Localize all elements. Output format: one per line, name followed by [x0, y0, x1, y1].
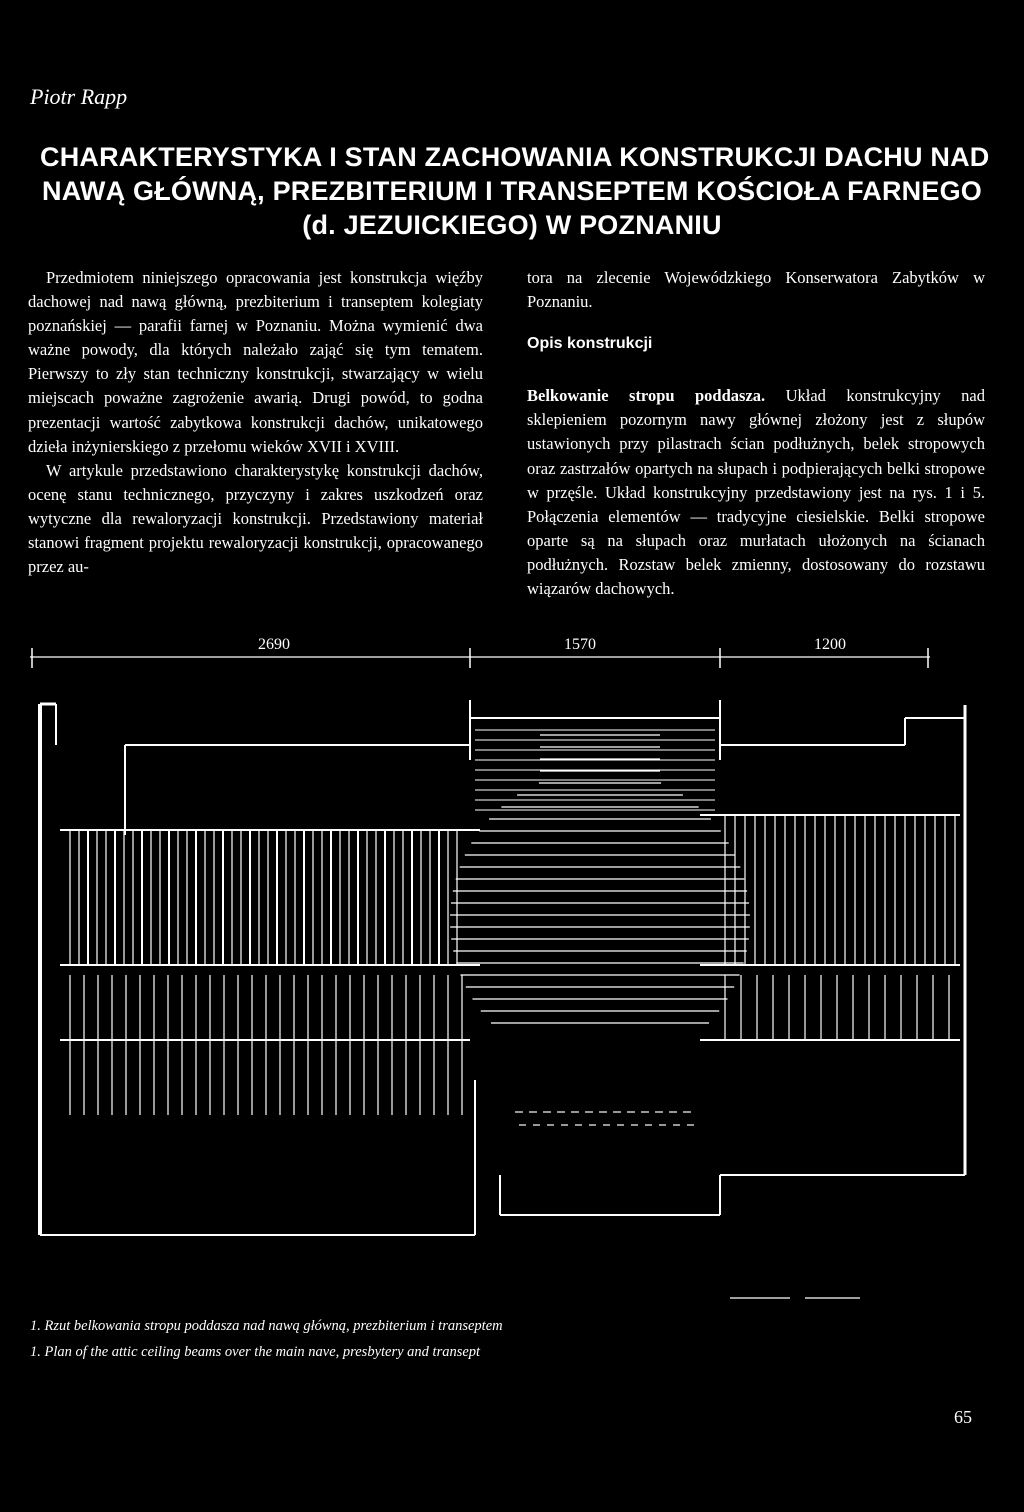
- caption-pl-text: Rzut belkowania stropu poddasza nad nawą główną, prezbiterium i transeptem: [44, 1318, 503, 1334]
- section-heading: Opis konstrukcji: [527, 335, 653, 353]
- paragraph-body: Układ konstrukcyjny nad sklepieniem pozornym nawy głównej złożony jest z słupów ustawionych przy pilastrach ścian podłużnych, belek stropowych oraz zastrzałów opartych na słupach i podpierających belki stropowe w przęśle. Układ konstrukcyjny przedstawiony jest na rys. 1 i 5. Połączenia elementów — tradycyjne ciesielskie. Belki stropowe oparte są na słupach oraz murłatach ułożonych na ścianach podłużnych. Rozstaw belek zmienny, dostosowany do rozstawu wiązarów dachowych.: [527, 386, 985, 599]
- figure-caption-pl: [30, 1318, 503, 1335]
- right-paragraph-1: tora na zlecenie Wojewódzkiego Konserwatora Zabytków w Poznaniu.: [527, 268, 985, 312]
- figure-caption-en: [30, 1344, 480, 1361]
- title-line-2: NAWĄ GŁÓWNĄ, PREZBITERIUM I TRANSEPTEM KOŚCIOŁA FARNEGO: [42, 176, 982, 206]
- caption-en-text: Plan of the attic ceiling beams over the main nave, presbytery and transept: [44, 1344, 481, 1360]
- left-paragraph-2: W artykule przedstawiono charakterystykę konstrukcji dachów, ocenę stanu technicznego, przyczyny i zakres uszkodzeń oraz wytyczne dla rewaloryzacji konstrukcji. Przedstawiony materiał stanowi fragment projektu rewaloryzacji konstrukcji, opracowanego przez au-: [28, 460, 483, 577]
- caption-en-number: 1.: [30, 1344, 41, 1360]
- dimension-label-3: 1200: [814, 636, 846, 653]
- page-number: 65: [954, 1407, 972, 1427]
- title-line-3: (d. JEZUICKIEGO) W POZNANIU: [302, 210, 722, 240]
- dimension-label-1: 2690: [258, 636, 290, 653]
- left-paragraph-1: Przedmiotem niniejszego opracowania jest konstrukcja więźby dachowej nad nawą główną, prezbiterium i transeptem kolegiaty poznańskiej — parafii farnej w Poznaniu. Można wymienić dwa ważne powody, dla których należało zająć się tym tematem. Pierwszy to zły stan techniczny konstrukcji, stwarzający w wielu miejscach poważne zagrożenie awarią. Drugi powód, to godna prezentacji wartość zabytkowa konstrukcji dachów, unikatowego dzieła inżynierskiego z przełomu wieków XVII i XVIII.: [28, 268, 483, 456]
- paragraph-lead: Belkowanie stropu poddasza.: [527, 386, 766, 406]
- author-name: Piotr Rapp: [30, 84, 128, 109]
- title-line-1: CHARAKTERYSTYKA I STAN ZACHOWANIA KONSTRUKCJI DACHU NAD: [40, 142, 990, 172]
- dimension-label-2: 1570: [564, 636, 596, 653]
- caption-pl-number: 1.: [30, 1318, 41, 1334]
